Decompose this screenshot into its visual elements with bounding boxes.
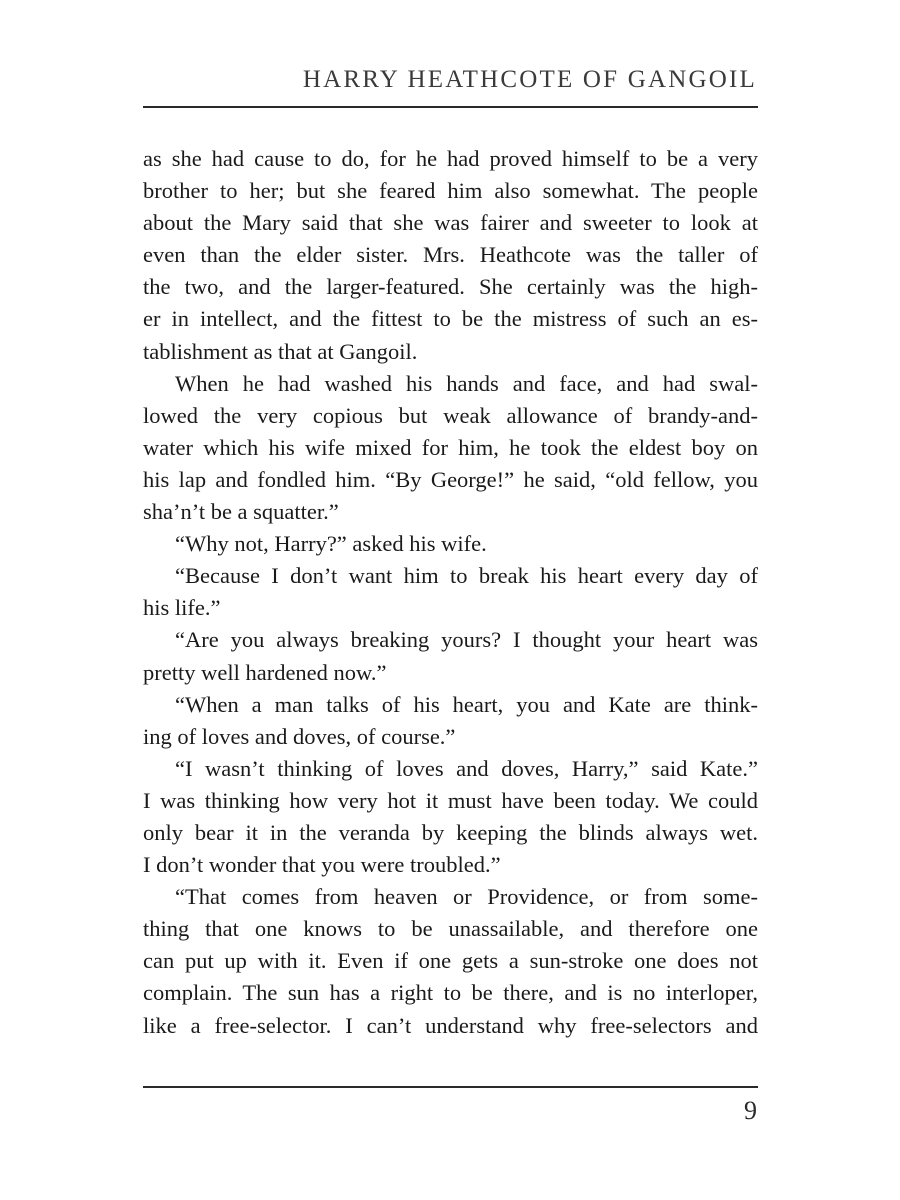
text-line: can put up with it. Even if one gets a sun-stroke one does not [143,948,758,974]
text-line: “I wasn’t thinking of loves and doves, Harry,” said Kate.” [175,755,758,781]
text-line: ing of loves and doves, of course.” [143,723,456,749]
text-line: I was thinking how very hot it must have been today. We could [143,787,758,813]
text-line: I don’t wonder that you were troubled.” [143,852,501,878]
text-line: brother to her; but she feared him also somewhat. The people [143,178,758,204]
text-line: like a free-selector. I can’t understand why free-selectors and [143,1012,758,1038]
text-line: er in intellect, and the fittest to be the mistress of such an es- [143,306,758,332]
text-line: complain. The sun has a right to be there, and is no interloper, [143,980,758,1006]
text-line: his lap and fondled him. “By George!” he said, “old fellow, you [143,466,758,492]
header-rule [143,106,758,108]
text-line: When he had washed his hands and face, and had swal- [175,370,758,396]
text-line: “Because I don’t want him to break his heart every day of [175,563,758,589]
text-line: “That comes from heaven or Providence, or from some- [175,884,758,910]
text-line: “Are you always breaking yours? I thought your heart was [175,627,758,653]
text-line: lowed the very copious but weak allowance of brandy-and- [143,402,758,428]
text-line: about the Mary said that she was fairer and sweeter to look at [143,210,758,236]
text-line: sha’n’t be a squatter.” [143,499,339,525]
text-line: as she had cause to do, for he had proved himself to be a very [143,146,758,171]
text-line: tablishment as that at Gangoil. [143,338,418,364]
text-line: only bear it in the veranda by keeping the blinds always wet. [143,819,758,845]
running-head: HARRY HEATHCOTE OF GANGOIL [302,66,757,93]
text-line: water which his wife mixed for him, he took the eldest boy on [143,434,758,460]
text-line: his life.” [143,595,221,621]
body-text [143,143,758,1042]
text-line: even than the elder sister. Mrs. Heathcote was the taller of [143,242,758,268]
footer-rule [143,1086,758,1088]
page-number: 9 [744,1096,757,1125]
text-line: “Why not, Harry?” asked his wife. [175,531,487,557]
text-line: thing that one knows to be unassailable, and therefore one [143,916,758,942]
text-line: pretty well hardened now.” [143,659,387,685]
text-line: “When a man talks of his heart, you and Kate are think- [175,691,758,717]
text-line: the two, and the larger-featured. She certainly was the high- [143,274,758,300]
